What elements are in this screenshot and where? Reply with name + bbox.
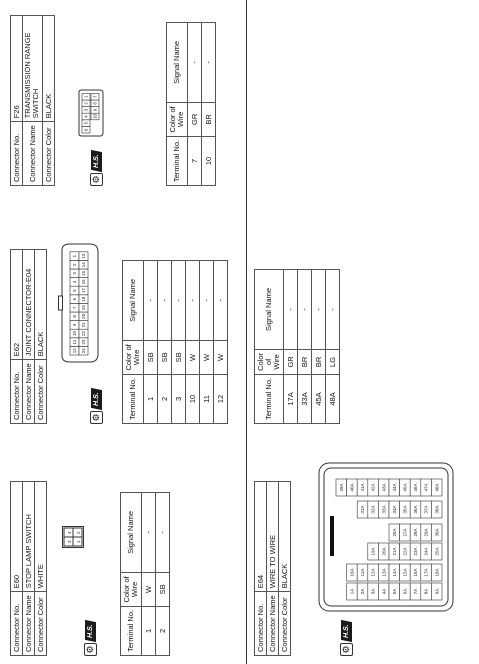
connector-panel-e60	[10, 481, 167, 656]
signal-name: -	[311, 269, 325, 349]
pin-6A: 6A	[402, 588, 408, 595]
pin-42A: 42A	[370, 483, 376, 492]
label-connector-color: Connector Color	[279, 592, 291, 656]
label-connector-name: Connector Name	[23, 592, 35, 656]
label-connector-name: Connector Name	[23, 360, 35, 424]
pin-2A: 2A	[360, 588, 366, 595]
header-terminal-no: Terminal No.	[121, 606, 142, 655]
signal-name: -	[283, 269, 297, 349]
table-row	[171, 260, 185, 423]
wire-color: SB	[143, 340, 157, 374]
label-connector-no: Connector No.	[11, 360, 23, 424]
value-connector-no: E62	[11, 250, 23, 360]
wire-color: W	[213, 340, 227, 374]
signal-name: -	[143, 260, 157, 340]
pin-35A: 35A	[402, 505, 408, 514]
pin-3A: 3A	[370, 588, 376, 595]
pin-21: 21	[81, 322, 87, 328]
connector-face-e64	[318, 462, 454, 612]
terminal-no: 12	[213, 374, 227, 423]
pin-26A: 26A	[391, 528, 397, 537]
pin-20A: 20A	[381, 547, 387, 556]
header-terminal-no: Terminal No.	[123, 374, 144, 423]
connector-face-e60	[62, 526, 84, 548]
wire-color: W	[141, 572, 155, 606]
header-signal-name: Signal Name	[121, 492, 142, 572]
header-color-of-wire: Color of Wire	[121, 572, 142, 606]
harness-side-icon: ⚙	[90, 173, 103, 186]
pin-3: 3	[72, 272, 78, 275]
pin-23A: 23A	[413, 547, 419, 556]
wire-color: LG	[325, 349, 339, 374]
terminal-table-e60	[120, 492, 170, 656]
harness-side-icon: ⚙	[90, 411, 103, 424]
signal-name: -	[187, 22, 201, 102]
hs-marker	[340, 621, 353, 656]
terminal-no: 2	[155, 606, 169, 655]
pin-9A: 9A	[434, 588, 440, 595]
wire-color: BR	[311, 349, 325, 374]
pin-11A: 11A	[360, 568, 366, 577]
pin-13: 13	[81, 253, 87, 259]
pin-32A: 32A	[370, 505, 376, 514]
wire-color: BR	[201, 102, 215, 136]
pin-14: 14	[81, 262, 87, 268]
pin-45A: 45A	[402, 483, 408, 492]
table-row	[155, 492, 169, 655]
section-divider	[246, 0, 247, 664]
wire-color: W	[199, 340, 213, 374]
signal-name: -	[297, 269, 311, 349]
pin-7A: 7A	[413, 588, 419, 595]
hs-marker	[90, 151, 103, 186]
pin-5: 5	[83, 121, 89, 125]
pin-24A: 24A	[423, 547, 429, 556]
table-row	[283, 269, 297, 423]
pin-15: 15	[81, 270, 87, 276]
header-signal-name: Signal Name	[255, 269, 284, 349]
pin-43A: 43A	[381, 483, 387, 492]
table-row	[157, 260, 171, 423]
pin-47A: 47A	[423, 483, 429, 492]
pin-21A: 21A	[391, 547, 397, 556]
value-connector-name: STOP LAMP SWITCH	[23, 482, 35, 592]
pin-34A: 34A	[391, 505, 397, 514]
pin-18A: 18A	[434, 568, 440, 577]
label-connector-color: Connector Color	[35, 592, 47, 656]
connector-face-e62	[58, 242, 102, 364]
pin-10A: 10A	[349, 568, 355, 577]
signal-name: -	[201, 22, 215, 102]
value-connector-no: E64	[255, 482, 267, 592]
value-connector-name: JOINT CONNECTOR-E04	[23, 250, 35, 360]
wire-color: SB	[155, 572, 169, 606]
pin-22A: 22A	[402, 547, 408, 556]
pin-48A: 48A	[434, 483, 440, 492]
label-connector-no: Connector No.	[11, 592, 23, 656]
pin-12A: 12A	[370, 568, 376, 577]
table-row	[185, 260, 199, 423]
hs-label: H.S.	[91, 388, 102, 410]
signal-name: -	[157, 260, 171, 340]
signal-name: -	[185, 260, 199, 340]
header-color-of-wire: Color of Wire	[167, 102, 188, 136]
value-connector-color: BLACK	[42, 16, 54, 122]
pin-6: 6	[72, 297, 78, 301]
terminal-no: 1	[141, 606, 155, 655]
terminal-table-e62	[122, 260, 228, 424]
connector-face-f26	[76, 88, 106, 138]
header-signal-name: Signal Name	[167, 22, 188, 102]
connector-panel-e62	[10, 249, 225, 424]
pin-38A: 38A	[434, 505, 440, 514]
pin-1: 1	[83, 95, 89, 98]
terminal-no: 45A	[311, 374, 325, 423]
table-row	[201, 22, 215, 185]
pin-28A: 28A	[413, 528, 419, 537]
terminal-no: 10	[185, 374, 199, 423]
wire-color: W	[185, 340, 199, 374]
hs-label: H.S.	[91, 150, 102, 172]
value-connector-name: WIRE TO WIRE	[267, 482, 279, 592]
connector-panel-f26	[10, 15, 213, 186]
signal-name: -	[155, 492, 169, 572]
hs-label: H.S.	[85, 620, 96, 642]
pin-31A: 31A	[360, 505, 366, 514]
pin-9: 9	[92, 108, 98, 112]
signal-name: -	[325, 269, 339, 349]
terminal-table-f26	[166, 22, 216, 186]
pin-36A: 36A	[413, 505, 419, 514]
wire-color: GR	[283, 349, 297, 374]
table-row	[213, 260, 227, 423]
terminal-no: 17A	[283, 374, 297, 423]
pin-4: 4	[72, 280, 78, 284]
pin-16A: 16A	[413, 568, 419, 577]
terminal-no: 2	[157, 374, 171, 423]
pin-20: 20	[81, 313, 87, 319]
header-color-of-wire: Color of Wire	[123, 340, 144, 374]
wire-color: SB	[171, 340, 185, 374]
label-connector-no: Connector No.	[255, 592, 267, 656]
hs-marker	[84, 621, 97, 656]
pin-12: 12	[72, 348, 78, 354]
harness-side-icon: ⚙	[340, 643, 353, 656]
header-signal-name: Signal Name	[123, 260, 144, 340]
pin-46A: 46A	[413, 483, 419, 492]
pin-22: 22	[81, 330, 87, 337]
harness-side-icon: ⚙	[84, 643, 97, 656]
pin-10: 10	[92, 113, 98, 120]
wire-color: GR	[187, 102, 201, 136]
pin-1A: 1A	[349, 588, 355, 595]
pin-14A: 14A	[391, 568, 397, 577]
pin-29A: 29A	[423, 528, 429, 537]
value-connector-no: F26	[11, 16, 23, 122]
pin-3: 3	[83, 108, 89, 112]
terminal-no: 7	[187, 136, 201, 185]
pin-30A: 30A	[434, 528, 440, 537]
pin-27A: 27A	[402, 528, 408, 537]
value-connector-name: TRANSMISSION RANGE SWITCH	[23, 16, 43, 122]
pin-7: 7	[72, 306, 78, 309]
label-connector-name: Connector Name	[267, 592, 279, 656]
terminal-no: 11	[199, 374, 213, 423]
value-connector-color: BLACK	[35, 250, 47, 360]
pin-19: 19	[81, 305, 87, 311]
label-connector-color: Connector Color	[35, 360, 47, 424]
pin-25A: 25A	[434, 547, 440, 556]
table-row	[199, 260, 213, 423]
pin-2: 2	[72, 263, 78, 266]
terminal-no: 10	[201, 136, 215, 185]
pin-13A: 13A	[381, 568, 387, 577]
pin-44A: 44A	[391, 483, 397, 492]
pin-9: 9	[72, 323, 78, 327]
connector-info-e62	[10, 249, 47, 424]
terminal-no: 3	[171, 374, 185, 423]
pin-11: 11	[72, 339, 78, 345]
connector-panel-e64	[254, 481, 440, 656]
table-row	[187, 22, 201, 185]
value-connector-color: WHITE	[35, 482, 47, 592]
table-row	[325, 269, 339, 423]
pin-17: 17	[81, 287, 87, 294]
pin-6: 6	[83, 128, 89, 131]
pin-4A: 4A	[381, 588, 387, 595]
connector-info-e64	[254, 481, 291, 656]
table-row	[141, 492, 155, 655]
pin-5: 5	[72, 289, 78, 292]
pin-4: 4	[83, 115, 89, 118]
table-row	[143, 260, 157, 423]
pin-1: 1	[72, 254, 78, 258]
table-row	[297, 269, 311, 423]
pin-10: 10	[72, 330, 78, 337]
label-connector-no: Connector No.	[11, 122, 23, 186]
bottom-row	[250, 0, 479, 664]
pin-24: 24	[81, 348, 87, 354]
pin-19A: 19A	[370, 547, 376, 556]
pin-41A: 41A	[360, 483, 366, 492]
terminal-no: 33A	[297, 374, 311, 423]
pin-39A: 39A	[338, 483, 344, 492]
pin-15A: 15A	[402, 568, 408, 577]
value-connector-no: E60	[11, 482, 23, 592]
pin-8: 8	[72, 315, 78, 318]
header-terminal-no: Terminal No.	[167, 136, 188, 185]
pin-16: 16	[81, 279, 87, 285]
pin-8A: 8A	[423, 588, 429, 595]
hs-label: H.S.	[341, 620, 352, 642]
connector-info-e60	[10, 481, 47, 656]
pin-23: 23	[81, 339, 87, 345]
pin-1: 1	[76, 540, 81, 543]
pin-40A: 40A	[349, 483, 355, 492]
terminal-table-e64	[254, 269, 340, 424]
label-connector-color: Connector Color	[42, 122, 54, 186]
signal-name: -	[141, 492, 155, 572]
pin-2: 2	[83, 102, 89, 105]
pin-3: 3	[67, 540, 72, 543]
wire-color: BR	[297, 349, 311, 374]
terminal-no: 48A	[325, 374, 339, 423]
pin-8: 8	[92, 102, 98, 105]
hs-marker	[90, 389, 103, 424]
pin-37A: 37A	[423, 505, 429, 514]
pin-18: 18	[81, 296, 87, 302]
signal-name: -	[199, 260, 213, 340]
signal-name: -	[171, 260, 185, 340]
pin-17A: 17A	[423, 568, 429, 577]
pin-7: 7	[92, 95, 98, 98]
table-row	[311, 269, 325, 423]
value-connector-color: BLACK	[279, 482, 291, 592]
pin-33A: 33A	[381, 505, 387, 514]
signal-name: -	[213, 260, 227, 340]
connector-info-f26	[10, 15, 55, 186]
pin-4: 4	[67, 531, 72, 534]
wire-color: SB	[157, 340, 171, 374]
label-connector-name: Connector Name	[23, 122, 43, 186]
pin-5A: 5A	[391, 588, 397, 595]
header-terminal-no: Terminal No.	[255, 374, 284, 423]
terminal-no: 1	[143, 374, 157, 423]
header-color-of-wire: Color of Wire	[255, 349, 284, 374]
pin-2: 2	[76, 531, 81, 534]
